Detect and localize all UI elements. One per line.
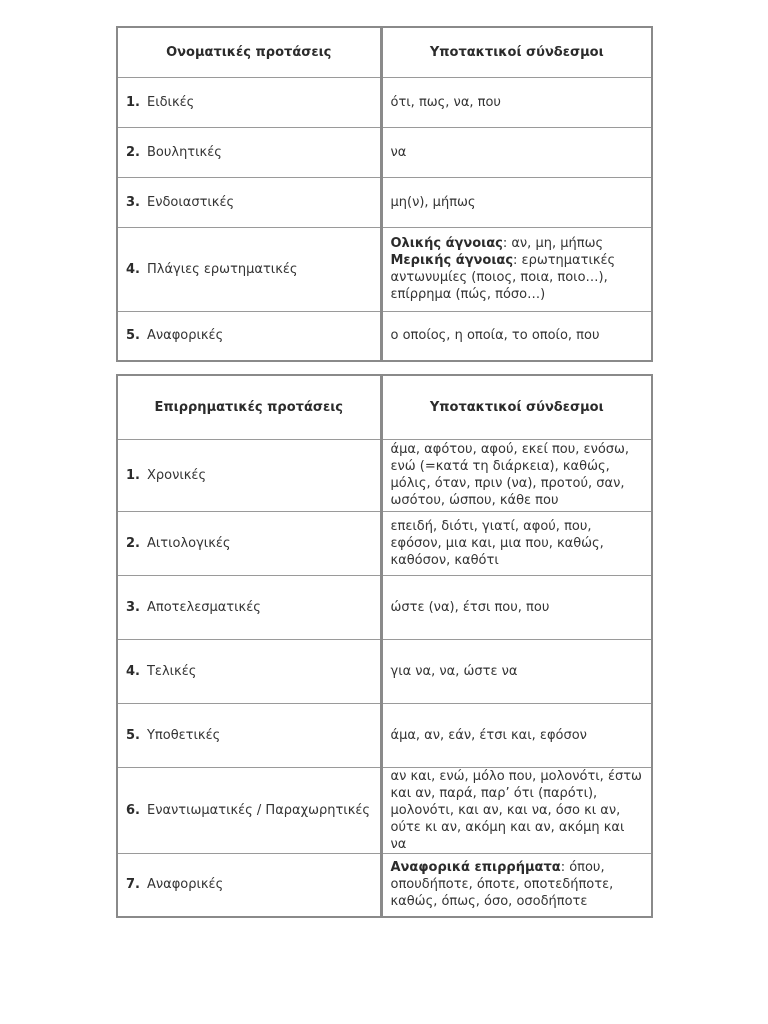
table-header-row xyxy=(117,27,652,77)
table-row xyxy=(117,639,652,703)
clause-type-cell xyxy=(117,639,381,703)
clause-type: Αποτελεσματικές xyxy=(146,599,261,615)
table-row xyxy=(117,511,652,575)
conjunction-label: Μερικής άγνοιας xyxy=(390,253,514,268)
table-row xyxy=(117,767,652,853)
column-header: Υποτακτικοί σύνδεσμοι xyxy=(381,27,652,77)
conjunctions-cell xyxy=(381,227,652,311)
conjunctions-cell: άμα, αν, εάν, έτσι και, εφόσον xyxy=(381,703,652,767)
conjunctions-cell: μη(ν), μήπως xyxy=(381,177,652,227)
row-number: 4. xyxy=(126,261,140,277)
table-row xyxy=(117,177,652,227)
nominal-clauses-table xyxy=(116,26,653,362)
table-row xyxy=(117,575,652,639)
clause-type: Αναφορικές xyxy=(146,328,224,344)
row-number: 5. xyxy=(126,328,140,344)
clause-type-cell xyxy=(117,311,381,361)
row-number: 3. xyxy=(126,599,140,615)
row-number: 1. xyxy=(126,467,140,483)
conjunctions-cell: αν και, ενώ, μόλο που, μολονότι, έστω και αν, παρά, παρ’ ότι (παρότι), μολονότι, και αν, και να, όσο κι αν, ούτε κι αν, ακόμη και αν, ακόμη και να xyxy=(381,767,652,853)
column-header: Υποτακτικοί σύνδεσμοι xyxy=(381,375,652,439)
table-header-row xyxy=(117,375,652,439)
clause-type: Υποθετικές xyxy=(146,727,221,743)
clause-type: Αναφορικές xyxy=(146,877,224,893)
row-number: 1. xyxy=(126,94,140,110)
table-row xyxy=(117,227,652,311)
row-number: 6. xyxy=(126,802,140,818)
row-number: 2. xyxy=(126,144,140,160)
row-number: 4. xyxy=(126,663,140,679)
clause-type-cell xyxy=(117,77,381,127)
clause-type: Πλάγιες ερωτηματικές xyxy=(146,261,298,277)
clause-type-cell xyxy=(117,177,381,227)
clause-type: Τελικές xyxy=(146,663,197,679)
table-row xyxy=(117,703,652,767)
table-row xyxy=(117,853,652,917)
row-number: 7. xyxy=(126,877,140,893)
conjunctions-cell: να xyxy=(381,127,652,177)
conjunction-label: Ολικής άγνοιας xyxy=(390,236,503,251)
conjunctions-cell xyxy=(381,853,652,917)
row-number: 2. xyxy=(126,535,140,551)
conjunctions-cell: επειδή, διότι, γιατί, αφού, που, εφόσον, μια και, μια που, καθώς, καθόσον, καθότι xyxy=(381,511,652,575)
clause-type: Αιτιολογικές xyxy=(146,535,231,551)
clause-type: Χρονικές xyxy=(146,467,207,483)
conjunction-label: Αναφορικά επιρρήματα xyxy=(390,860,561,876)
clause-type-cell xyxy=(117,767,381,853)
clause-type: Ειδικές xyxy=(146,94,195,110)
row-number: 3. xyxy=(126,194,140,210)
conjunctions-cell: ο οποίος, η οποία, το οποίο, που xyxy=(381,311,652,361)
conjunction-list: : όπου, οπουδήποτε, όποτε, οποτεδήποτε, καθώς, όπως, όσο, οσοδήποτε xyxy=(390,860,614,910)
clause-type-cell xyxy=(117,127,381,177)
column-header: Επιρρηματικές προτάσεις xyxy=(117,375,381,439)
clause-type-cell xyxy=(117,439,381,511)
adverbial-clauses-table xyxy=(116,374,653,918)
conjunctions-cell: για να, να, ώστε να xyxy=(381,639,652,703)
clause-type-cell xyxy=(117,227,381,311)
clause-type-cell xyxy=(117,703,381,767)
table-row xyxy=(117,127,652,177)
clause-type-cell xyxy=(117,511,381,575)
column-header: Ονοματικές προτάσεις xyxy=(117,27,381,77)
clause-type: Ενδοιαστικές xyxy=(146,194,235,210)
clause-type: Βουλητικές xyxy=(146,144,222,160)
conjunctions-cell: άμα, αφότου, αφού, εκεί που, ενόσω, ενώ (=κατά τη διάρκεια), καθώς, μόλις, όταν, πριν (να), προτού, σαν, ωσότου, ώσπου, κάθε που xyxy=(381,439,652,511)
row-number: 5. xyxy=(126,727,140,743)
conjunctions-cell: ώστε (να), έτσι που, που xyxy=(381,575,652,639)
clause-type: Εναντιωματικές / Παραχωρητικές xyxy=(146,802,371,818)
table-row xyxy=(117,439,652,511)
table-row xyxy=(117,77,652,127)
table-row xyxy=(117,311,652,361)
clause-type-cell xyxy=(117,853,381,917)
clause-type-cell xyxy=(117,575,381,639)
conjunction-list: : αν, μη, μήπως xyxy=(502,236,604,251)
conjunction-list: : ερωτηματικές αντωνυμίες (ποιος, ποια, ποιο…), επίρρημα (πώς, πόσο…) xyxy=(390,253,616,302)
conjunctions-cell: ότι, πως, να, που xyxy=(381,77,652,127)
